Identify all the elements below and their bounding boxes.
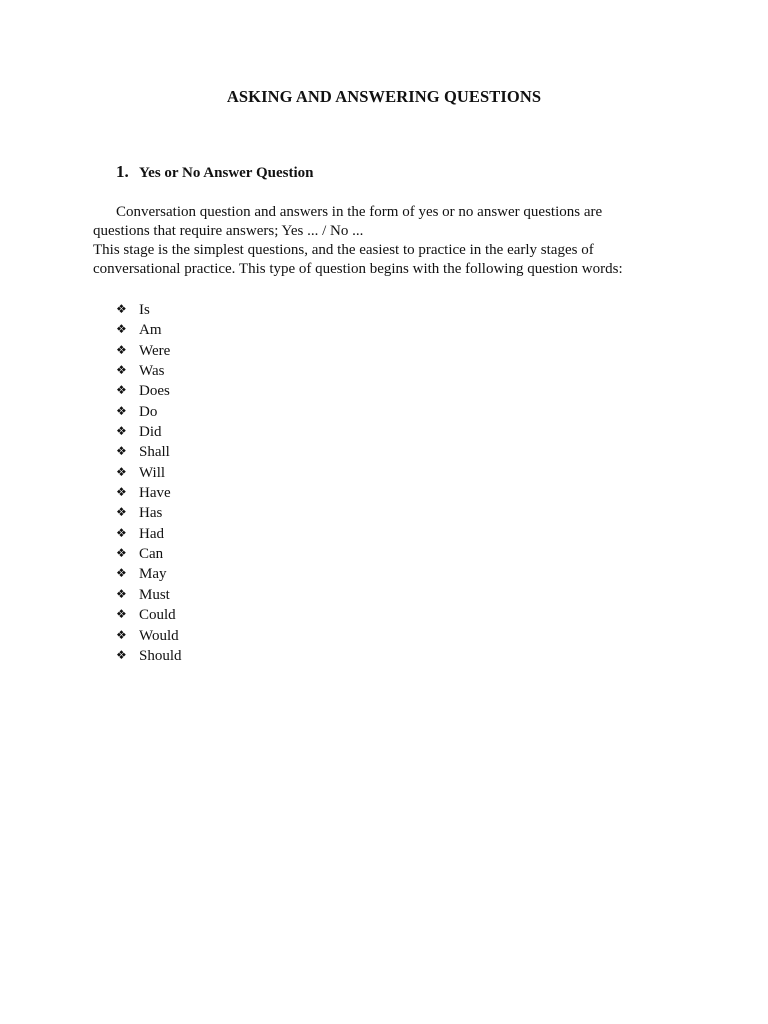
- question-word: May: [139, 566, 167, 583]
- question-word: Will: [139, 464, 166, 481]
- list-item: [116, 523, 182, 543]
- diamond-bullet-icon: ❖: [116, 363, 127, 378]
- diamond-bullet-icon: ❖: [116, 505, 127, 520]
- question-word: Were: [139, 342, 171, 359]
- question-word: Had: [139, 525, 164, 542]
- paragraph-line: conversational practice. This type of question begins with the following question words:: [93, 261, 623, 277]
- question-word: Is: [139, 302, 150, 318]
- question-word-list: [116, 299, 182, 665]
- diamond-bullet-icon: ❖: [116, 342, 127, 357]
- question-word: Could: [139, 607, 176, 624]
- diamond-bullet-icon: ❖: [116, 647, 127, 662]
- list-item: [116, 401, 182, 421]
- question-word: Can: [139, 546, 164, 563]
- question-word: Am: [139, 322, 162, 339]
- list-item: [116, 563, 182, 583]
- section-number: 1.: [116, 162, 129, 181]
- diamond-bullet-icon: ❖: [116, 444, 127, 459]
- question-word: Would: [139, 627, 179, 644]
- list-item: [116, 340, 182, 360]
- paragraph-line: This stage is the simplest questions, and the easiest to practice in the early stages of: [93, 242, 594, 258]
- section-heading: [116, 162, 313, 182]
- list-item: [116, 625, 182, 645]
- list-item: [116, 421, 182, 441]
- list-item: [116, 462, 182, 482]
- diamond-bullet-icon: ❖: [116, 403, 127, 418]
- question-word: Was: [139, 363, 165, 380]
- diamond-bullet-icon: ❖: [116, 546, 127, 561]
- list-item: [116, 360, 182, 380]
- diamond-bullet-icon: ❖: [116, 627, 127, 642]
- diamond-bullet-icon: ❖: [116, 566, 127, 581]
- paragraph-line: questions that require answers; Yes ... / No ...: [93, 223, 364, 239]
- list-item: [116, 319, 182, 339]
- list-item: [116, 604, 182, 624]
- diamond-bullet-icon: ❖: [116, 322, 127, 337]
- list-item: [116, 502, 182, 522]
- paragraph-line: Conversation question and answers in the form of yes or no answer questions are: [116, 204, 603, 220]
- diamond-bullet-icon: ❖: [116, 383, 127, 398]
- diamond-bullet-icon: ❖: [116, 424, 127, 439]
- diamond-bullet-icon: ❖: [116, 525, 127, 540]
- list-item: [116, 543, 182, 563]
- question-word: Has: [139, 505, 163, 522]
- section-heading-text: Yes or No Answer Question: [139, 165, 314, 181]
- question-word: Did: [139, 424, 162, 441]
- question-word: Shall: [139, 444, 170, 461]
- question-word: Does: [139, 383, 170, 400]
- intro-paragraph: [93, 203, 653, 241]
- question-word: Should: [139, 647, 182, 664]
- question-word: Must: [139, 586, 170, 603]
- list-item: [116, 584, 182, 604]
- list-item: [116, 380, 182, 400]
- diamond-bullet-icon: ❖: [116, 586, 127, 601]
- list-item: [116, 482, 182, 502]
- question-word: Have: [139, 485, 171, 502]
- diamond-bullet-icon: ❖: [116, 485, 127, 500]
- list-item: [116, 441, 182, 461]
- document-title: ASKING AND ANSWERING QUESTIONS: [226, 87, 542, 106]
- diamond-bullet-icon: ❖: [116, 464, 127, 479]
- list-item: [116, 299, 182, 319]
- list-item: [116, 645, 182, 665]
- question-word: Do: [139, 403, 158, 420]
- diamond-bullet-icon: ❖: [116, 607, 127, 622]
- description-paragraph: [93, 241, 653, 279]
- diamond-bullet-icon: ❖: [116, 302, 127, 316]
